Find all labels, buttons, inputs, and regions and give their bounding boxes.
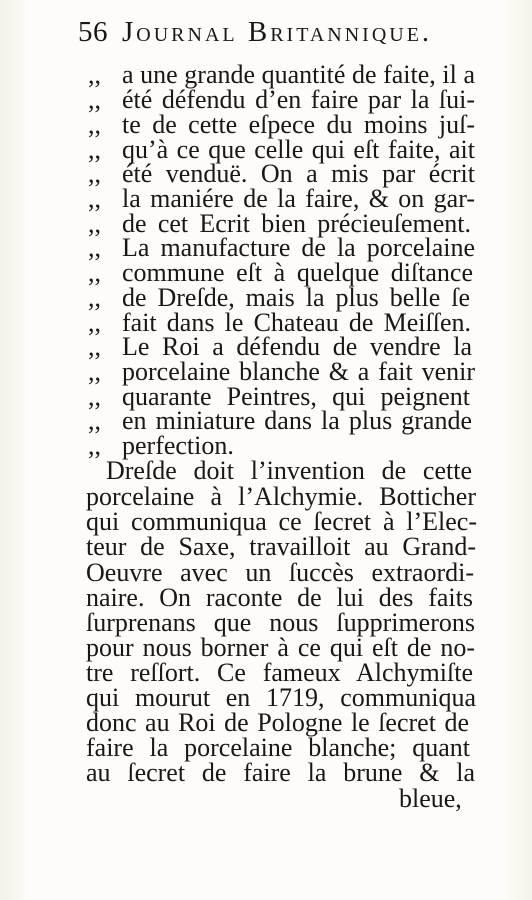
paragraph-line: tre reſſort. Ce fameux Alchymiſte (86, 658, 473, 687)
quoted-line-text: été venduë. On a mis par écrit (122, 159, 475, 188)
quoted-line-text: en miniature dans la plus grande (122, 406, 472, 435)
quote-mark: ,, (88, 60, 101, 89)
quote-mark: ,, (88, 110, 101, 139)
quoted-line-text: quarante Peintres, qui peignent (122, 382, 470, 411)
running-title: Journal Britannique. (122, 16, 433, 48)
quote-mark: ,, (88, 357, 101, 386)
running-head (78, 14, 508, 50)
quoted-line-text: La manufacture de la porcelaine (122, 233, 475, 262)
paragraph-line: qui mourut en 1719, communiqua (86, 683, 476, 712)
quoted-line-text: qu’à ce que celle qui eſt faite, ait (122, 135, 475, 164)
page-number: 56 (78, 16, 108, 48)
paragraph-line: faire la porcelaine blanche; quant (86, 733, 470, 762)
quote-mark: ,, (88, 382, 101, 411)
paragraph-line: Oeuvre avec un ſuccès extraordi- (86, 558, 474, 587)
paragraph-line: Dreſde doit l’invention de cette (106, 456, 472, 485)
paragraph-line: naire. On raconte de lui des faits (86, 583, 473, 612)
quote-mark: ,, (88, 308, 101, 337)
catchword: bleue, (399, 784, 462, 813)
quoted-line-text: été défendu d’en faire par la ſui- (122, 85, 475, 114)
quote-mark: ,, (88, 431, 101, 460)
quoted-line-text: fait dans le Chateau de Meiſſen. (122, 308, 471, 337)
quoted-line-text: porcelaine blanche & a fait venir (122, 357, 475, 386)
quoted-line-text: commune eſt à quelque diſtance (122, 258, 473, 287)
quoted-line-text: la maniére de la faire, & on gar- (122, 184, 475, 213)
quoted-line-text: a une grande quantité de faite, il a (122, 60, 475, 89)
quote-mark: ,, (88, 135, 101, 164)
quoted-line-text: perfection. (122, 431, 234, 460)
paragraph-line: donc au Roi de Pologne le ſecret de (86, 708, 469, 737)
quote-mark: ,, (88, 159, 101, 188)
quote-mark: ,, (88, 332, 101, 361)
paragraph-line: pour nous borner à ce qui eſt de no- (86, 633, 475, 662)
paragraph-line: ſurprenans que nous ſupprimerons (86, 608, 475, 637)
quoted-line-text: de Dreſde, mais la plus belle ſe (122, 283, 470, 312)
quote-mark: ,, (88, 406, 101, 435)
quote-mark: ,, (88, 85, 101, 114)
paragraph-line: porcelaine à l’Alchymie. Botticher (86, 482, 476, 511)
paragraph-line: au ſecret de faire la brune & la (86, 758, 475, 787)
quote-mark: ,, (88, 209, 101, 238)
quote-mark: ,, (88, 258, 101, 287)
quoted-line-text: te de cette eſpece du moins juſ- (122, 110, 475, 139)
quote-mark: ,, (88, 184, 101, 213)
paragraph-line: qui communiqua ce ſecret à l’Elec- (86, 507, 477, 536)
quote-mark: ,, (88, 233, 101, 262)
quote-mark: ,, (88, 283, 101, 312)
quoted-line-text: de cet Ecrit bien précieuſement. (122, 209, 471, 238)
paragraph-line: teur de Saxe, travailloit au Grand- (86, 532, 476, 561)
quoted-line-text: Le Roi a défendu de vendre la (122, 332, 472, 361)
